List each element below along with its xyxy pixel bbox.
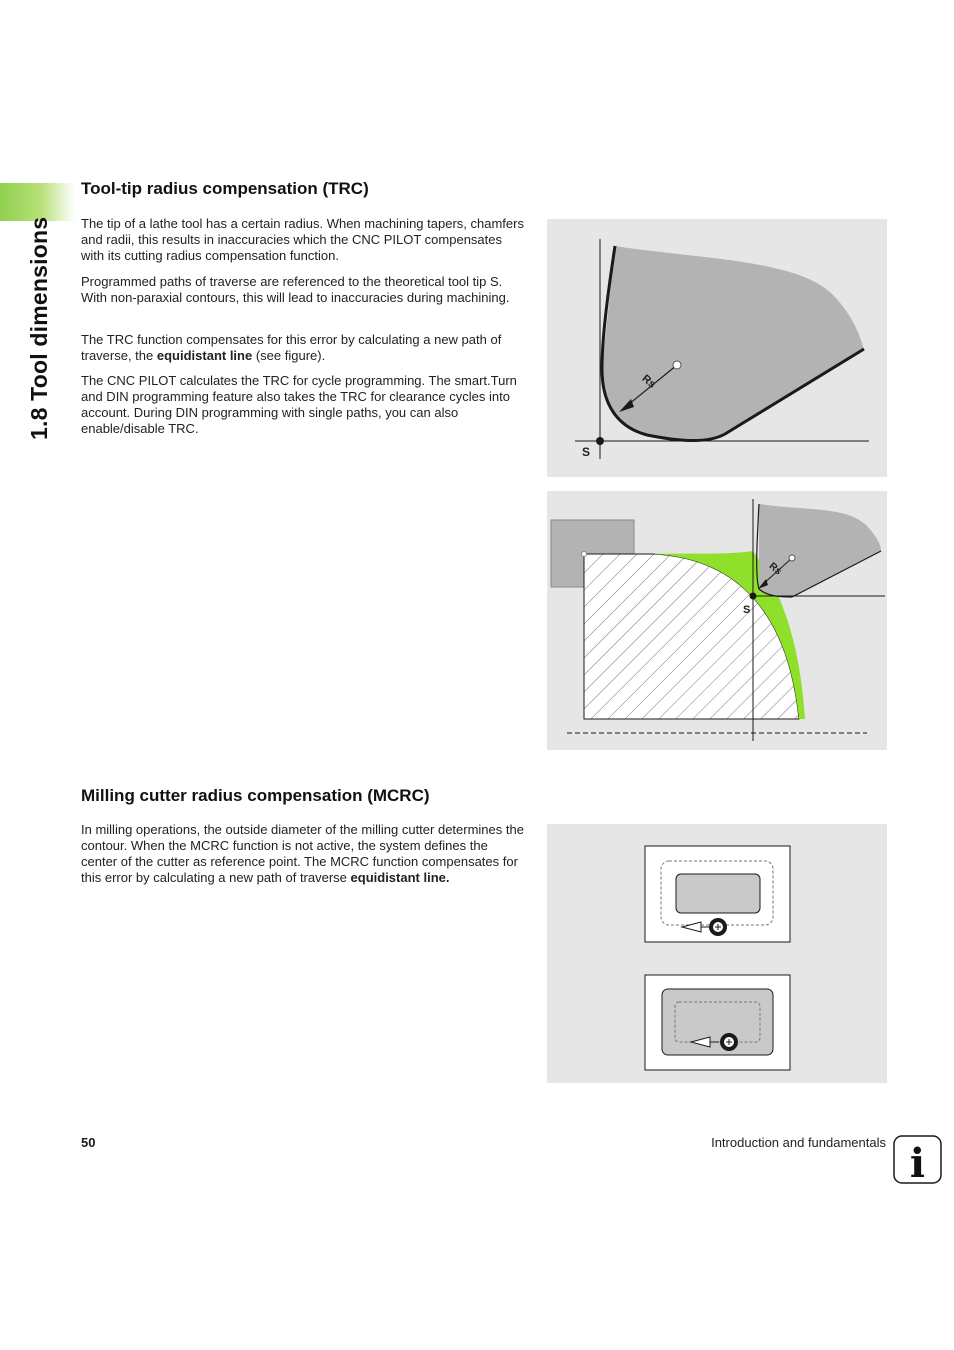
rs-label: Rs bbox=[766, 560, 784, 578]
svg-text:i: i bbox=[909, 1140, 926, 1184]
chapter-footer: Introduction and fundamentals bbox=[711, 1135, 886, 1150]
trc-paragraph-3: The TRC function compensates for this error by calculating a new path of traverse, the equidistant line (see figure). bbox=[81, 332, 502, 363]
mcrc-heading: Milling cutter radius compensation (MCRC) bbox=[81, 786, 430, 805]
tool-tip-diagram bbox=[547, 219, 887, 477]
s-label: S bbox=[582, 445, 591, 459]
rs-label: Rs bbox=[639, 372, 658, 391]
chapter-tab bbox=[0, 183, 75, 221]
info-icon bbox=[893, 1135, 942, 1184]
trc-paragraph-4: The CNC PILOT calculates the TRC for cycle programming. The smart.Turn and DIN programming feature also takes the TRC for clearance cycles into account. During DIN programming with single paths, you can also enable/disable TRC. bbox=[81, 373, 517, 436]
figure-milling-cutter bbox=[547, 824, 887, 1083]
figure-tool-tip-radius bbox=[547, 219, 887, 477]
figure-equidistant-line bbox=[547, 491, 887, 750]
trc-paragraph-1: The tip of a lathe tool has a certain radius. When machining tapers, chamfers and radii, this results in inaccuracies which the CNC PILOT compensates with its cutting radius compensation function. bbox=[81, 216, 524, 263]
s-label: S bbox=[743, 604, 751, 616]
chapter-title: 1.8 Tool dimensions bbox=[26, 216, 52, 440]
page-number: 50 bbox=[81, 1135, 96, 1150]
trc-paragraph-2: Programmed paths of traverse are referenced to the theoretical tool tip S. With non-paraxial contours, this will lead to inaccuracies during machining. bbox=[81, 274, 510, 305]
milling-diagram bbox=[547, 824, 887, 1083]
trc-heading: Tool-tip radius compensation (TRC) bbox=[81, 179, 369, 198]
equidistant-diagram bbox=[547, 491, 887, 750]
mcrc-paragraph-1: In milling operations, the outside diameter of the milling cutter determines the contour. When the MCRC function is not active, the system defines the center of the cutter as reference point. The MCRC function compensates for this error by calculating a new path of traverse equidistant line. bbox=[81, 822, 524, 885]
